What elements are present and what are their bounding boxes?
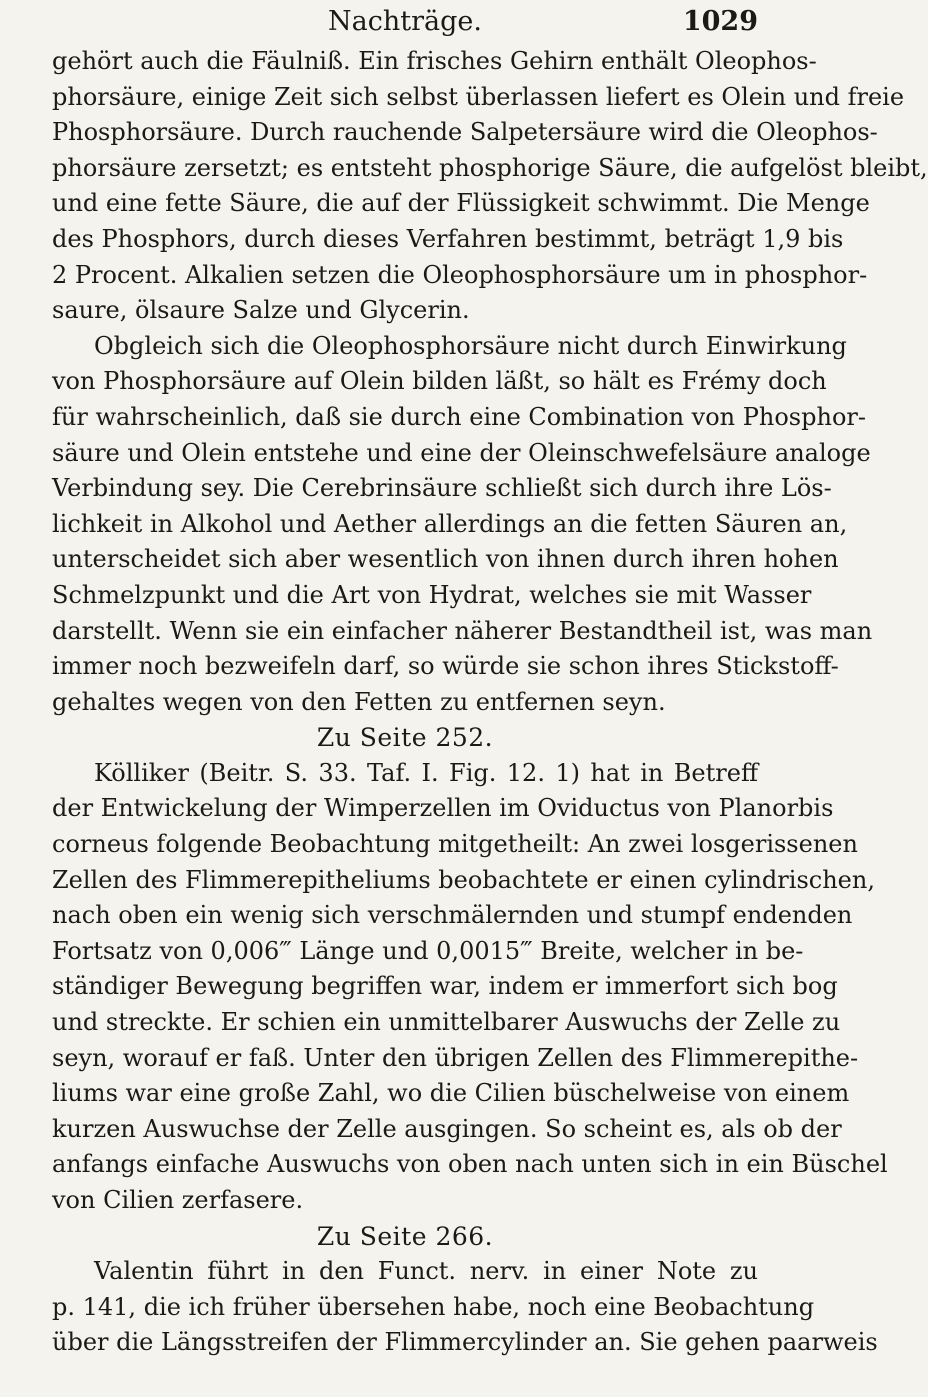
text-line: Obgleich sich die Oleophosphorsäure nicht durch Einwirkung (94, 331, 847, 360)
text-line: und eine fette Säure, die auf der Flüssigkeit schwimmt. Die Menge (52, 189, 870, 218)
text-line: anfangs einfache Auswuchs von oben nach unten sich in ein Büschel (52, 1150, 888, 1179)
text-line: saure, ölsaure Salze und Glycerin. (52, 296, 470, 325)
paragraph-1 (52, 44, 928, 329)
text-line: des Phosphors, durch dieses Verfahren bestimmt, beträgt 1,9 bis (52, 224, 844, 253)
text-line: und streckte. Er schien ein unmittelbarer Auswuchs der Zelle zu (52, 1008, 841, 1037)
running-head: Nachträge. (328, 6, 482, 37)
section-heading: Zu Seite 266. (316, 1221, 494, 1251)
text-line: der Entwickelung der Wimperzellen im Oviductus von Planorbis (52, 794, 834, 823)
text-line: liums war eine große Zahl, wo die Cilien büschelweise von einem (52, 1079, 850, 1108)
text-line: immer noch bezweifeln darf, so würde sie schon ihres Stickstoff- (52, 652, 839, 681)
text-line: seyn, worauf er faß. Unter den übrigen Zellen des Flimmerepithe- (52, 1043, 859, 1072)
text-line: nach oben ein wenig sich verschmälernden und stumpf endenden (52, 901, 853, 930)
text-line: lichkeit in Alkohol und Aether allerdings an die fetten Säuren an, (52, 509, 848, 538)
text-line: Schmelzpunkt und die Art von Hydrat, welches sie mit Wasser (52, 580, 812, 609)
page-number: 1029 (682, 6, 758, 37)
text-line: 2 Procent. Alkalien setzen die Oleophosphorsäure um in phosphor- (52, 260, 868, 289)
text-line: säure und Olein entstehe und eine der Oleinschwefelsäure analoge (52, 438, 871, 467)
paragraph-2 (52, 329, 873, 721)
text-line: kurzen Auswuchse der Zelle ausgingen. So scheint es, als ob der (52, 1114, 842, 1143)
section-seite-252 (52, 720, 888, 1218)
text-line: gehört auch die Fäulniß. Ein frisches Gehirn enthält Oleophos- (52, 47, 817, 75)
text-line: für wahrscheinlich, daß sie durch eine Combination von Phosphor- (52, 402, 866, 431)
section-seite-266 (52, 1219, 878, 1361)
text-line: ständiger Bewegung begriffen war, indem er immerfort sich bog (52, 972, 838, 1001)
text-line: p. 141, die ich früher übersehen habe, noch eine Beobachtung (52, 1292, 815, 1321)
text-line: von Cilien zerfasere. (52, 1186, 304, 1214)
text-line: phorsäure zersetzt; es entsteht phosphorige Säure, die aufgelöst bleibt, (52, 153, 928, 182)
page-header (52, 6, 758, 40)
page-body (52, 44, 928, 1361)
section-heading: Zu Seite 252. (316, 723, 494, 753)
text-line: gehaltes wegen von den Fetten zu entfernen seyn. (52, 687, 666, 716)
text-line: Phosphorsäure. Durch rauchende Salpetersäure wird die Oleophos- (52, 118, 878, 147)
text-line: darstellt. Wenn sie ein einfacher näherer Bestandtheil ist, was man (52, 616, 873, 645)
text-line: unterscheidet sich aber wesentlich von ihnen durch ihren hohen (52, 545, 839, 574)
text-line: phorsäure, einige Zeit sich selbst überlassen liefert es Olein und freie (52, 82, 905, 111)
text-line: Valentin führt in den Funct. nerv. in einer Note zu (94, 1257, 758, 1286)
text-line: Verbindung sey. Die Cerebrinsäure schließt sich durch ihre Lös- (52, 474, 832, 503)
text-line: corneus folgende Beobachtung mitgetheilt: An zwei losgerissenen (52, 830, 858, 859)
text-line: Zellen des Flimmerepitheliums beobachtete er einen cylindrischen, (52, 865, 875, 894)
text-line: über die Längsstreifen der Flimmercylinder an. Sie gehen paarweis (52, 1328, 878, 1357)
text-line: von Phosphorsäure auf Olein bilden läßt, so hält es Frémy doch (52, 367, 827, 396)
text-line: Fortsatz von 0,006‴ Länge und 0,0015‴ Breite, welcher in be- (52, 936, 804, 965)
text-line: Kölliker (Beitr. S. 33. Taf. I. Fig. 12. 1) hat in Betreff (94, 758, 758, 787)
